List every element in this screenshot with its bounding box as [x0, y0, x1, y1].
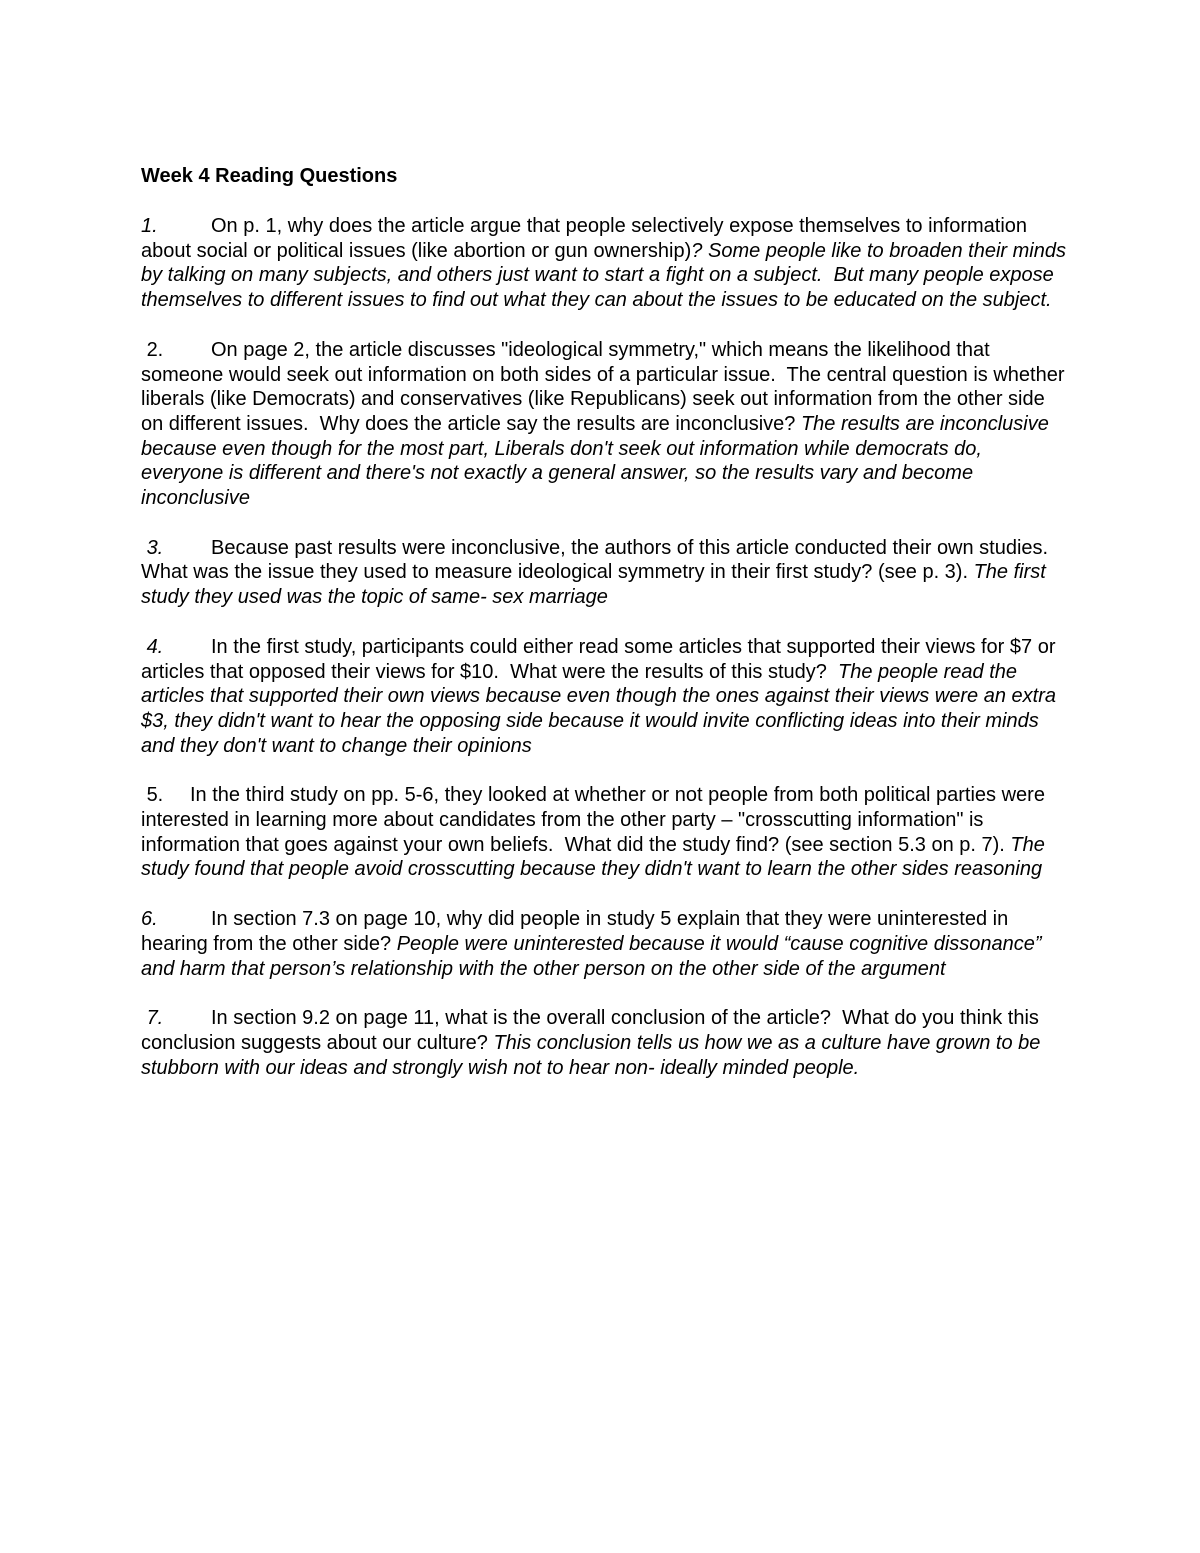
question-text: On p. 1, why does the article argue that people selectively expose themselves to information about social or political issues (like abortion or gun ownership) — [141, 215, 1033, 262]
question-7 — [141, 1006, 1066, 1080]
answer-text: The study found that people avoid crosscutting because they didn't want to learn the other sides reasoning — [141, 833, 1051, 881]
answer-text: The first study they used was the topic of same- sex marriage — [141, 561, 1052, 609]
question-1 — [141, 214, 1072, 313]
question-text: In section 7.3 on page 10, why did people in study 5 explain that they were uninterested in hearing from the other side? — [141, 908, 1014, 955]
question-text: In section 9.2 on page 11, what is the overall conclusion of the article? What do you think this conclusion suggests about our culture? — [141, 1007, 1045, 1054]
question-number: 6. — [141, 908, 158, 931]
document-title: Week 4 Reading Questions — [141, 165, 398, 187]
question-number: 4. — [141, 635, 164, 658]
question-number: 3. — [141, 536, 164, 559]
document-page — [141, 164, 1072, 1105]
question-5 — [141, 783, 1066, 882]
question-3 — [141, 536, 1066, 610]
answer-text: ? Some people like to broaden their minds by talking on many subjects, and others just want to start a fight on a subject. But many people expose themselves to different issues to find out what they can about the issues to be educated on the subject. — [141, 239, 1072, 312]
question-number: 5. — [141, 784, 164, 807]
answer-text: The results are inconclusive because even though for the most part, Liberals don't seek out information while democrats do, everyone is different and there's not exactly a general answer, so the results vary and become inconclusive — [141, 412, 1055, 510]
question-number: 2. — [141, 338, 164, 361]
question-4 — [141, 635, 1066, 759]
question-text: On page 2, the article discusses "ideological symmetry," which means the likelihood that someone would seek out information on both sides of a particular issue. The central question is whether liberals (like Democrats) and conservatives (like Republicans) seek out information from the other side on different issues. Why does the article say the results are inconclusive? — [141, 338, 1071, 435]
answer-text: This conclusion tells us how we as a culture have grown to be stubborn with our ideas and strongly wish not to hear non- ideally minded people. — [141, 1031, 1046, 1079]
question-number: 1. — [141, 215, 158, 237]
question-text: Because past results were inconclusive, the authors of this article conducted their own studies. What was the issue they used to measure ideological symmetry in their first study? (see p. 3). — [141, 536, 1054, 584]
question-text: In the third study on pp. 5-6, they looked at whether or not people from both political parties were interested in learning more about candidates from the other party – "crosscutting information" is information that goes against your own beliefs. What did the study find? (see section 5.3 on p. 7). — [141, 784, 1051, 856]
question-text: In the first study, participants could either read some articles that supported their views for $7 or articles that opposed their views for $10. What were the results of this study? — [141, 635, 1062, 683]
question-6 — [141, 907, 1066, 981]
answer-text: The people read the articles that supported their own views because even though the ones against their views were an extra $3, they didn't want to hear the opposing side because it would invite conflicting ideas into their minds and they don't want to change their opinions — [141, 660, 1062, 757]
answer-text: People were uninterested because it would “cause cognitive dissonance” and harm that person’s relationship with the other person on the other side of the argument — [141, 932, 1048, 980]
question-number: 7. — [141, 1007, 164, 1030]
question-2 — [141, 338, 1071, 511]
